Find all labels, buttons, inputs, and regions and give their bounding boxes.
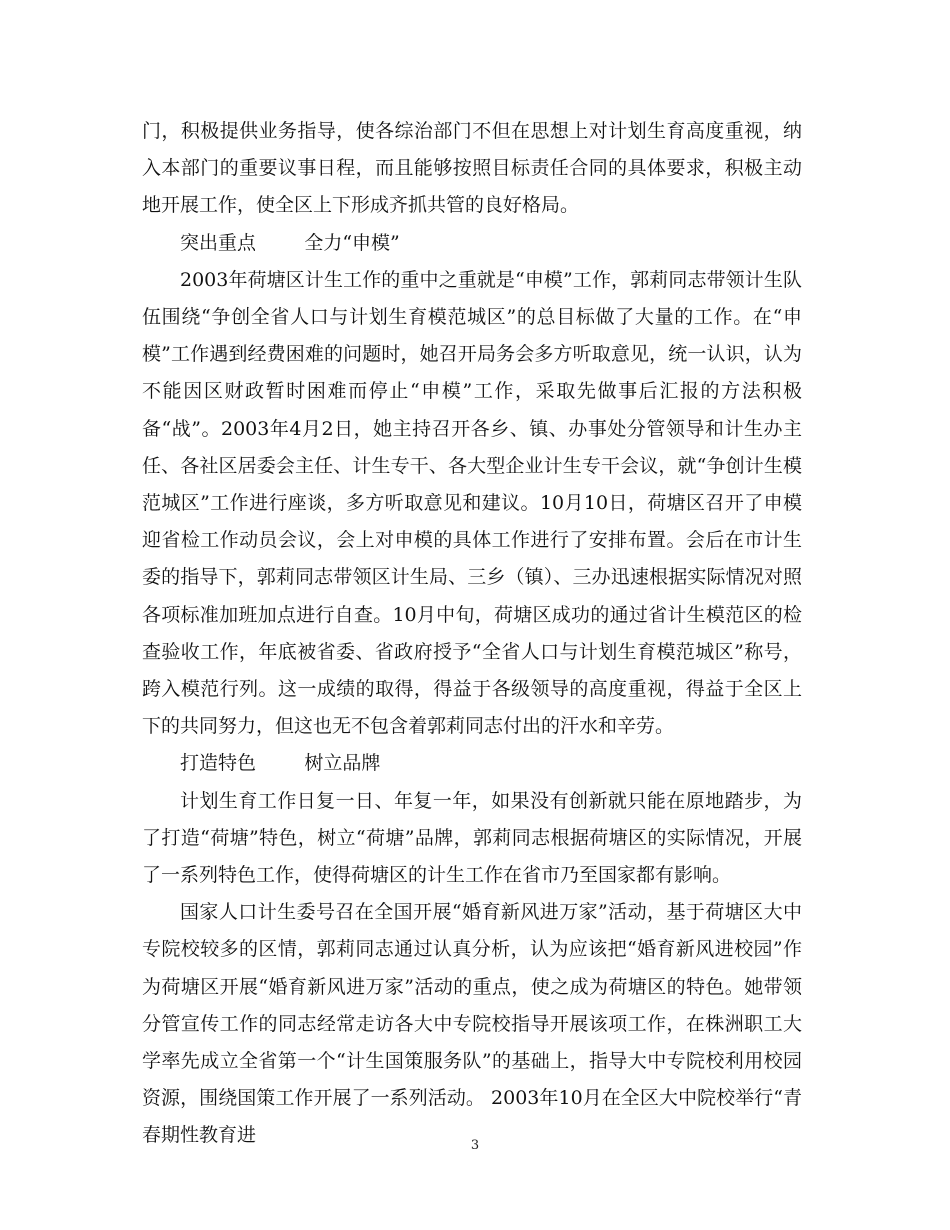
- paragraph-brand: 计划生育工作日复一日、年复一年，如果没有创新就只能在原地踏步，为了打造“荷塘”特色，树立“荷塘”品牌，郭莉同志根据荷塘区的实际情况，开展了一系列特色工作，使得荷塘区的计生工作在省市乃至国家都有影响。: [142, 789, 802, 887]
- section-heading-shenmo: 突出重点 全力“申模”: [180, 231, 400, 254]
- paragraph-campus: 国家人口计生委号召在全国开展“婚育新风进万家”活动，基于荷塘区大中专院校较多的区情，郭莉同志通过认真分析，认为应该把“婚育新风进校园”作为荷塘区开展“婚育新风进万家”活动的重点，使之成为荷塘区的特色。她带领分管宣传工作的同志经常走访各大中专院校指导开展该项工作，在株洲职工大学率先成立全省第一个“计生国策服务队”的基础上，指导大中专院校利用校园资源，围绕国策工作开展了一系列活动。 2003年10月在全区大中院校举行“青春期性教育进: [142, 901, 802, 1147]
- paragraph-continuation: 门，积极提供业务指导，使各综治部门不但在思想上对计划生育高度重视，纳入本部门的重要议事日程，而且能够按照目标责任合同的具体要求，积极主动地开展工作，使全区上下形成齐抓共管的良好格局。: [142, 120, 802, 217]
- section-heading-brand: 打造特色 树立品牌: [180, 752, 381, 775]
- paragraph-shenmo: 2003年荷塘区计生工作的重中之重就是“申模”工作，郭莉同志带领计生队伍围绕“争创全省人口与计划生育模范城区”的总目标做了大量的工作。在“申模”工作遇到经费困难的问题时，她召开局务会多方听取意见，统一认识，认为不能因区财政暂时困难而停止“申模”工作，采取先做事后汇报的方法积极备“战”。2003年4月2日，她主持召开各乡、镇、办事处分管领导和计生办主任、各社区居委会主任、计生专干、各大型企业计生专干会议，就“争创计生模范城区”工作进行座谈，多方听取意见和建议。10月10日，荷塘区召开了申模迎省检工作动员会议，会上对申模的具体工作进行了安排布置。会后在市计生委的指导下，郭莉同志带领区计生局、三乡（镇）、三办迅速根据实际情况对照各项标准加班加点进行自查。10月中旬，荷塘区成功的通过省计生模范区的检查验收工作，年底被省委、省政府授予“全省人口与计划生育模范城区”称号，跨入模范行列。这一成绩的取得，得益于各级领导的高度重视，得益于全区上下的共同努力，但这也无不包含着郭莉同志付出的汗水和辛劳。: [142, 268, 802, 738]
- page-number: 3: [470, 1138, 480, 1153]
- document-body: [142, 113, 802, 1155]
